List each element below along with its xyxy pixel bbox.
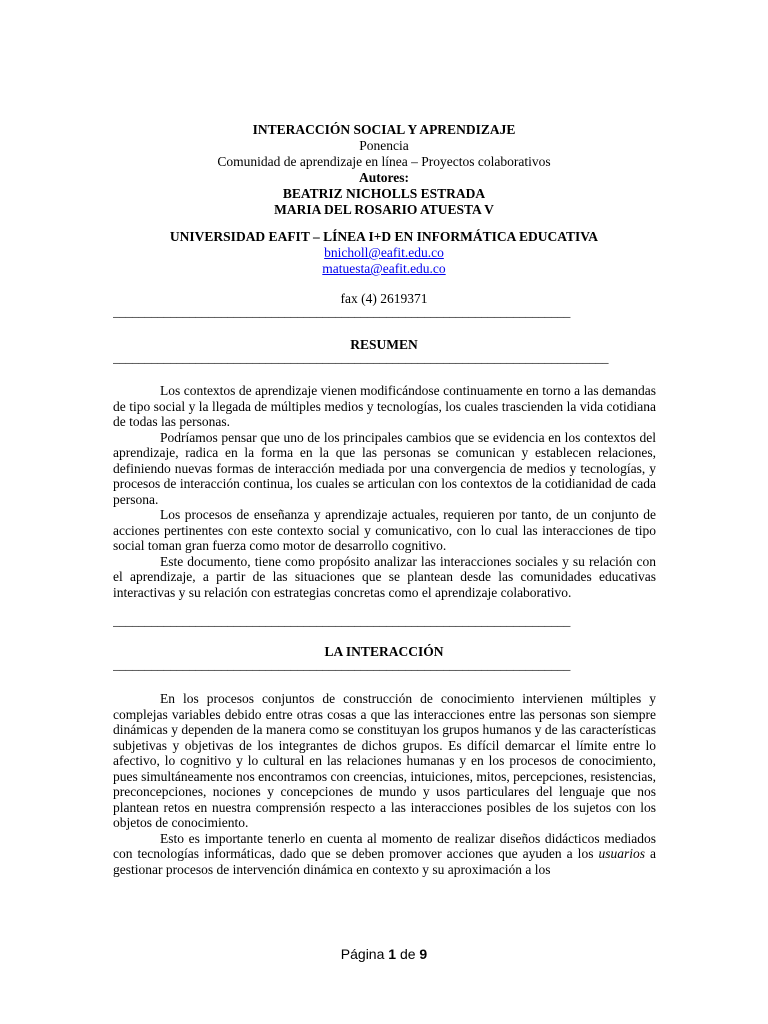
page-footer [0, 946, 768, 962]
email-row [0, 261, 768, 277]
paragraph: En los procesos conjuntos de construcción de conocimiento intervienen múltiples y complejas variables debido entre otras cosas a que las interacciones entre las personas son siempre dinámicas y dependen de la manera como se constituyan los grupos humanos y de las características subjetivas y objetivas de los integrantes de dichos grupos. Es difícil demarcar el límite entre lo afectivo, lo cognitivo y lo cultural en las relaciones humanas y en los procesos de conocimiento, pues simultáneamente nos encontramos con creencias, intuiciones, mitos, percepciones, resistencias, preconcepciones, nociones y concepciones de mundo y usos particulares del lenguaje que nos plantean retos en nuestra comprensión respecto a las interacciones posibles de los sujetos con los objetos de conocimiento. [113, 691, 656, 830]
email-link[interactable]: bnicholl@eafit.edu.co [324, 245, 444, 260]
resumen-body [113, 383, 656, 600]
divider: ________________________________________________________________________ [113, 305, 571, 319]
author-name: BEATRIZ NICHOLLS ESTRADA [282, 186, 486, 201]
divider: ________________________________________________________________________ [113, 658, 571, 672]
author-name: MARIA DEL ROSARIO ATUESTA V [274, 202, 494, 217]
authors-label: Autores: [359, 170, 409, 185]
paragraph: Este documento, tiene como propósito analizar las interacciones sociales y su relación con el aprendizaje, a partir de las situaciones que se plantean desde las comunidades educativas interactivas y su relación con estrategias concretas como el aprendizaje colaborativo. [113, 553, 656, 600]
document-title: INTERACCIÓN SOCIAL Y APRENDIZAJE [252, 122, 516, 137]
email-row [0, 245, 768, 261]
interaccion-body [113, 691, 656, 877]
paragraph: Los contextos de aprendizaje vienen modificándose continuamente en torno a las demandas de tipo social y la llegada de múltiples medios y tecnologías, los cuales trascienden la vida cotidiana de todas las personas. [113, 383, 656, 429]
document-subtitle: Ponencia [359, 138, 409, 153]
fax-line: fax (4) 2619371 [340, 291, 428, 306]
current-page-number: 1 [388, 946, 397, 962]
paragraph [113, 831, 656, 878]
paragraph: Podríamos pensar que uno de los principales cambios que se evidencia en los contextos del aprendizaje, radica en la forma en la que las personas se comunican y establecen relaciones, definiendo nuevas formas de interacción mediada por una convergencia de medios y tecnologías, y procesos de interacción continua, los cuales se articulan con los contextos de la cotidianidad de cada persona. [113, 429, 656, 507]
paragraph-text: a gestionar procesos de intervención dinámica en contexto y su aproximación a los [113, 846, 656, 877]
community-line: Comunidad de aprendizaje en línea – Proyectos colaborativos [217, 154, 551, 169]
university-line: UNIVERSIDAD EAFIT – LÍNEA I+D EN INFORMÁTICA EDUCATIVA [169, 229, 599, 244]
section-heading-interaccion: LA INTERACCIÓN [324, 644, 444, 659]
divider: ______________________________________________________________________________ [113, 351, 609, 365]
italic-term: usuarios [598, 846, 645, 861]
divider: ________________________________________________________________________ [113, 614, 571, 628]
section-heading-resumen: RESUMEN [350, 337, 418, 352]
of-word: de [399, 946, 416, 962]
email-link[interactable]: matuesta@eafit.edu.co [322, 261, 446, 276]
page-word: Página [340, 946, 385, 962]
paragraph: Los procesos de enseñanza y aprendizaje actuales, requieren por tanto, de un conjunto de acciones pertinentes con este contexto social y comunicativo, con lo cual las interacciones de tipo social toman gran fuerza como motor de desarrollo cognitivo. [113, 507, 656, 553]
total-pages-number: 9 [419, 946, 428, 962]
paragraph-text: Esto es importante tenerlo en cuenta al momento de realizar diseños didácticos mediados con tecnologías informáticas, dado que se deben promover acciones que ayuden a los [113, 830, 656, 861]
